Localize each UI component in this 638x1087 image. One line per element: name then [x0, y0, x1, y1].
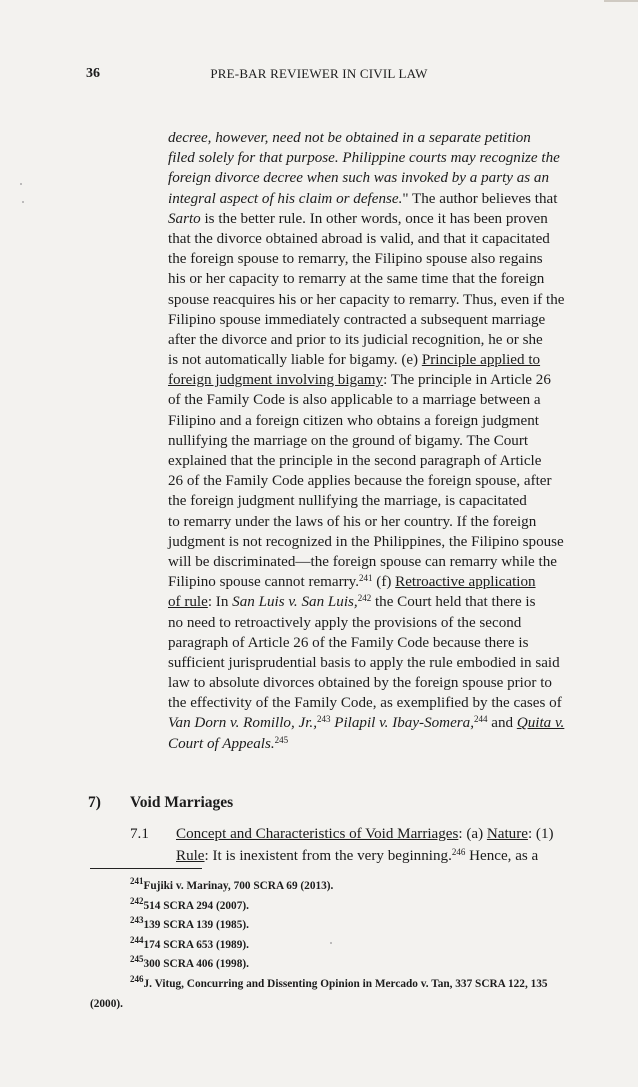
- running-head: PRE-BAR REVIEWER IN CIVIL LAW: [210, 66, 428, 81]
- text-line: Filipino spouse cannot remarry.$^{241}$ (f) Retroactive application: [168, 573, 536, 591]
- text-line: his or her capacity to remarry at the same time that the foreign: [168, 271, 545, 288]
- text-line: will be discriminated—the foreign spouse can remarry while the: [168, 553, 557, 570]
- text-line: the foreign spouse to remarry, the Filipino spouse also regains: [168, 251, 543, 268]
- body-paragraph: [168, 128, 570, 754]
- footnote: $^{242}$514 SCRA 294 (2007).: [130, 895, 249, 912]
- text-line: explained that the principle in the second paragraph of Article: [168, 453, 542, 469]
- footnote: $^{243}$139 SCRA 139 (1985).: [130, 915, 249, 932]
- text-line: Filipino spouse immediately contracted a subsequent marriage: [168, 311, 546, 328]
- footnote-ref: 242: [357, 593, 372, 604]
- text-line: law to absolute divorces obtained by the foreign spouse prior to: [168, 675, 552, 692]
- text-line: Filipino and a foreign citizen who obtains a foreign judgment: [168, 412, 539, 429]
- text-line: foreign divorce decree when such was invoked by a party as an: [168, 170, 550, 187]
- footnote-ref: 241: [359, 573, 373, 584]
- text-line: paragraph of Article 26 of the Family Code because there is: [168, 634, 529, 651]
- text-line: decree, however, need not be obtained in a separate petition: [168, 130, 531, 146]
- section-heading: [88, 794, 233, 812]
- text-line: the foreign judgment nullifying the marriage, is capacitated: [168, 493, 527, 510]
- footnote-divider: [90, 868, 202, 869]
- footnotes: [90, 876, 570, 1014]
- text-line: is not automatically liable for bigamy. (e) Principle applied to: [168, 352, 541, 369]
- text-line: after the divorce and prior to its judicial recognition, he or she: [168, 331, 543, 348]
- text-line: of the Family Code is also applicable to a marriage between a: [168, 392, 541, 409]
- footnote: $^{244}$174 SCRA 653 (1989).: [130, 934, 249, 951]
- footnote-continuation: (2000).: [90, 997, 123, 1010]
- text-line: sufficient jurisprudential basis to apply the rule embodied in said: [168, 654, 560, 671]
- footnote: $^{245}$300 SCRA 406 (1998).: [130, 954, 249, 971]
- page-number: 36: [86, 66, 100, 81]
- footnote: $^{246}$J. Vitug, Concurring and Dissenting Opinion in Mercado v. Tan, 337 SCRA 122, 135: [130, 973, 548, 990]
- text-line: the effectivity of the Family Code, as exemplified by the cases of: [168, 695, 562, 712]
- text-line: spouse reacquires his or her capacity to remarry. Thus, even if the: [168, 291, 565, 308]
- page-edge: [604, 0, 638, 2]
- text-line: 26 of the Family Code applies because the foreign spouse, after: [168, 473, 552, 490]
- footnote-ref: 245: [274, 734, 289, 745]
- text-line: Van Dorn v. Romillo, Jr.,$^{243}$ Pilapil v. Ibay-Somera,$^{244}$ and Quita v.: [168, 714, 565, 732]
- text-line: Sarto is the better rule. In other words, once it has been proven: [168, 210, 548, 227]
- stray-mark: [22, 201, 24, 203]
- footnote: $^{241}$Fujiki v. Marinay, 700 SCRA 69 (2013).: [130, 876, 334, 892]
- section-number: 7): [88, 794, 101, 811]
- text-line: 7.1 Concept and Characteristics of Void Marriages: (a) Nature: (1): [130, 823, 570, 845]
- subheading-retroactive: Retroactive application: [395, 574, 536, 591]
- stray-mark: [20, 183, 22, 185]
- footnote-ref: 243: [316, 714, 331, 725]
- text-line: integral aspect of his claim or defense." The author believes that: [168, 190, 558, 207]
- subsection-number: 7.1: [130, 826, 149, 842]
- text-line: Court of Appeals.$^{245}$: [168, 734, 289, 752]
- footnote-ref: 244: [473, 714, 488, 725]
- subsection: [130, 823, 570, 867]
- text-line: that the divorce obtained abroad is valid, and that it capacitated: [168, 230, 550, 247]
- section-title: Void Marriages: [130, 794, 234, 811]
- text-line: filed solely for that purpose. Philippine courts may recognize the: [168, 150, 560, 167]
- text-line: of rule: In San Luis v. San Luis,$^{242}$ the Court held that there is: [168, 593, 536, 611]
- footnote-ref: 246: [451, 847, 466, 857]
- subheading-principle-applied: foreign judgment involving bigamy: [168, 372, 384, 389]
- subheading-retroactive: of rule: [168, 594, 208, 611]
- subheading-principle-applied: Principle applied to: [421, 352, 541, 369]
- text-line: foreign judgment involving bigamy: The principle in Article 26: [168, 372, 551, 389]
- text-line: Rule: It is inexistent from the very beginning.$^{246}$ Hence, as a: [176, 847, 539, 864]
- text-line: judgment is not recognized in the Philippines, the Filipino spouse: [168, 533, 564, 550]
- text-line: no need to retroactively apply the provisions of the second: [168, 614, 522, 631]
- subsection-title: Concept and Characteristics of Void Marriages: [176, 826, 459, 842]
- text-line: nullifying the marriage on the ground of bigamy. The Court: [168, 432, 529, 449]
- text-line: to remarry under the laws of his or her country. If the foreign: [168, 513, 537, 530]
